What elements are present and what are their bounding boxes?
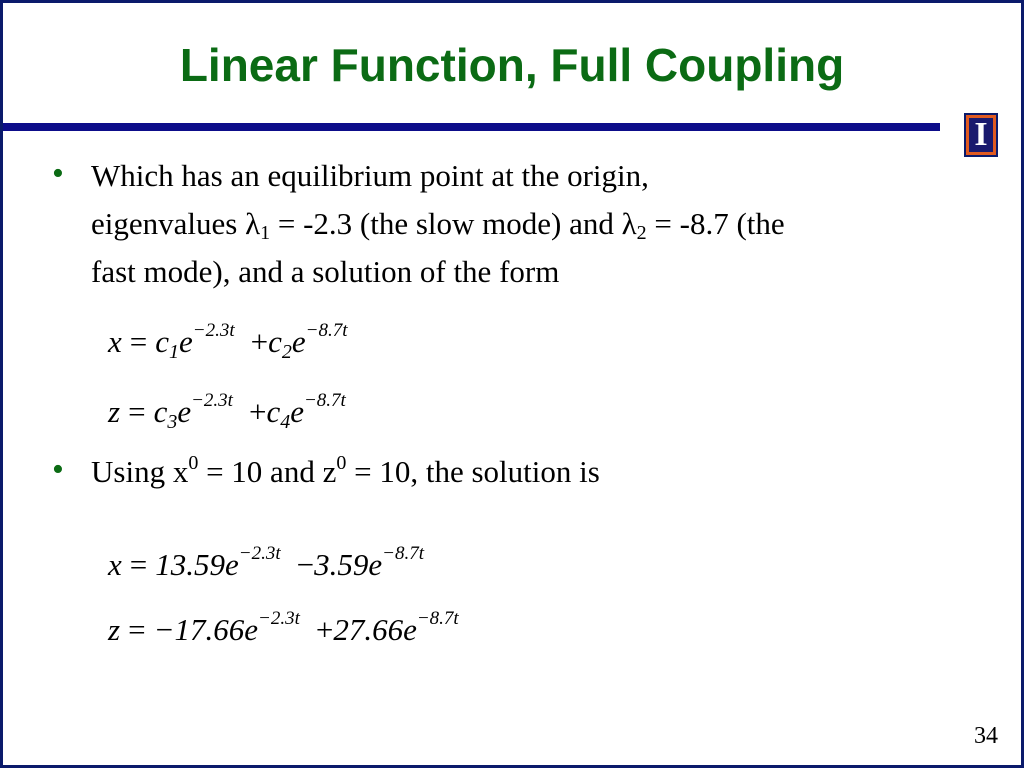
eq-coef: 3.59 bbox=[314, 547, 369, 582]
text-run: Using x bbox=[91, 454, 189, 489]
title-rule bbox=[3, 123, 940, 131]
logo-letter: I bbox=[969, 118, 993, 152]
bullet-1-line-1: Which has an equilibrium point at the origin, bbox=[91, 158, 649, 193]
eq-coef: c bbox=[266, 394, 281, 429]
equation-solution-x bbox=[108, 545, 424, 585]
superscript: 0 bbox=[188, 452, 199, 474]
eq-exponent: −2.3t bbox=[191, 390, 233, 411]
text-run: = 10 and z bbox=[198, 454, 337, 489]
lambda-subscript: 2 bbox=[636, 222, 647, 244]
eq-coef: c bbox=[153, 394, 168, 429]
eq-var: z bbox=[108, 394, 121, 429]
equation-general-x bbox=[108, 322, 348, 362]
eq-exp-base: e bbox=[179, 324, 193, 359]
eq-coef: −17.66 bbox=[153, 612, 245, 647]
bullet-text-2 bbox=[91, 448, 991, 496]
eq-exp-base: e bbox=[177, 394, 192, 429]
eq-exp-base: e bbox=[290, 394, 304, 429]
eq-sub: 1 bbox=[169, 341, 180, 363]
eq-exponent: −8.7t bbox=[416, 608, 459, 629]
text-run: = 10, the solution is bbox=[346, 454, 600, 489]
eq-exponent: −2.3t bbox=[238, 543, 281, 564]
text-run: eigenvalues λ bbox=[91, 206, 261, 241]
bullet-1-line-2 bbox=[91, 200, 991, 248]
text-run: = -8.7 (the bbox=[646, 206, 785, 241]
eq-var: x bbox=[108, 324, 122, 359]
eq-exponent: −8.7t bbox=[305, 320, 348, 341]
bullet-1-line-3: fast mode), and a solution of the form bbox=[91, 254, 560, 289]
eq-equals: = bbox=[129, 547, 148, 582]
eq-equals: = bbox=[129, 324, 148, 359]
eq-exp-base: e bbox=[368, 547, 383, 582]
eq-sub: 3 bbox=[167, 411, 178, 433]
university-logo-icon bbox=[964, 113, 998, 157]
eq-operator: − bbox=[296, 547, 315, 582]
bullet-marker-2: • bbox=[52, 451, 64, 488]
bullet-marker-1: • bbox=[52, 155, 64, 192]
lambda-subscript: 1 bbox=[260, 222, 271, 244]
eq-exp-base: e bbox=[403, 612, 417, 647]
bullet-text-1 bbox=[91, 152, 991, 296]
eq-equals: = bbox=[128, 612, 146, 647]
eq-exp-base: e bbox=[291, 324, 306, 359]
equation-solution-z bbox=[108, 610, 459, 650]
eq-operator: + bbox=[315, 612, 334, 647]
eq-exponent: −8.7t bbox=[303, 390, 346, 411]
slide-title: Linear Function, Full Coupling bbox=[179, 39, 845, 91]
eq-exp-base: e bbox=[244, 612, 258, 647]
eq-coef: c bbox=[155, 324, 170, 359]
eq-coef: 13.59 bbox=[155, 547, 225, 582]
eq-var: x bbox=[108, 547, 122, 582]
eq-exp-base: e bbox=[225, 547, 239, 582]
page-number: 34 bbox=[974, 723, 998, 749]
eq-equals: = bbox=[128, 394, 146, 429]
eq-exponent: −8.7t bbox=[382, 543, 424, 564]
eq-exponent: −2.3t bbox=[192, 320, 235, 341]
equation-general-z bbox=[108, 392, 346, 432]
eq-coef: 27.66 bbox=[333, 612, 404, 647]
eq-operator: + bbox=[250, 324, 269, 359]
eq-exponent: −2.3t bbox=[258, 608, 300, 629]
eq-operator: + bbox=[248, 394, 267, 429]
eq-sub: 4 bbox=[280, 411, 291, 433]
superscript: 0 bbox=[336, 452, 347, 474]
eq-sub: 2 bbox=[281, 341, 292, 363]
eq-coef: c bbox=[268, 324, 282, 359]
text-run: = -2.3 (the slow mode) and λ bbox=[270, 206, 637, 241]
eq-var: z bbox=[108, 612, 121, 647]
